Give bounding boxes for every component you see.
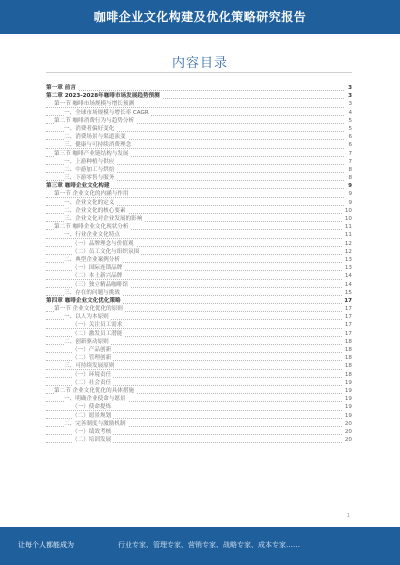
toc-entry[interactable] [46, 362, 352, 370]
toc-entry-page: 6 [348, 134, 352, 141]
toc-entry-page: 18 [344, 338, 352, 345]
toc-entry-title: 第三节 咖啡产业链结构与发展 [54, 150, 129, 157]
toc-entry[interactable] [46, 182, 352, 190]
toc-entry[interactable] [46, 313, 352, 321]
toc-entry-page: 9 [348, 191, 352, 198]
toc-heading-divider [46, 72, 352, 73]
toc-entry-title: 二、中游加工与烘焙 [64, 166, 115, 173]
toc-entry[interactable] [46, 281, 352, 289]
toc-entry-title: 第二节 企业文化优化的具体措施 [54, 387, 135, 394]
toc-entry-title: （二）管理创新 [72, 355, 112, 362]
toc-entry-page: 18 [344, 363, 352, 370]
toc-entry-page: 9 [348, 183, 352, 190]
toc-entry-title: （二）愿景规划 [72, 412, 112, 419]
toc-entry-title: （二）社会责任 [72, 379, 112, 386]
toc-entry[interactable] [46, 272, 352, 280]
toc-entry-title: 一、上游种植与供应 [64, 158, 115, 165]
toc-entry-title: 二、完善制度与激励机制 [64, 420, 126, 427]
toc-entry-page: 17 [344, 314, 352, 321]
toc-entry-page: 8 [348, 166, 352, 173]
toc-entry-page: 14 [344, 281, 352, 288]
toc-entry-title: 三、企业文化对企业发展的影响 [64, 216, 143, 222]
toc-entry-page: 17 [344, 297, 352, 304]
toc-entry-page: 15 [344, 289, 352, 296]
toc-entry[interactable] [46, 289, 352, 297]
toc-entry-title: （一）环境责任 [72, 371, 112, 378]
toc-entry-title: （一）关注员工需求 [72, 322, 123, 329]
toc-entry[interactable] [46, 305, 352, 313]
toc-entry-page: 18 [344, 355, 352, 362]
toc-entry[interactable] [46, 420, 352, 428]
toc-entry[interactable] [46, 321, 352, 329]
toc-entry-title: 第一节 咖啡市场规模与增长预测 [54, 101, 135, 108]
toc-entry-page: 5 [348, 117, 352, 124]
toc-entry-page: 3 [348, 85, 352, 91]
toc-entry-page: 12 [344, 240, 352, 247]
toc-entry-title: 一、全球市场规模与增长率 CAGR [64, 109, 149, 116]
toc-entry-title: 三、可持续发展原则 [64, 363, 115, 370]
page-number: 1 [346, 513, 350, 519]
toc-entry[interactable] [46, 174, 352, 182]
toc-entry-page: 3 [348, 93, 352, 100]
toc-entry[interactable] [46, 256, 352, 264]
toc-entry-page: 13 [344, 265, 352, 272]
toc-entry-title: 第二节 咖啡企业文化现状分析 [54, 224, 129, 231]
toc-entry-title: 三、存在的问题与挑战 [64, 289, 120, 296]
toc-entry-page: 9 [348, 199, 352, 206]
toc-entry-title: 第四章 咖啡企业文化优化策略 [46, 297, 121, 304]
toc-entry[interactable] [46, 412, 352, 420]
toc-entry-page: 18 [344, 371, 352, 378]
toc-entry[interactable] [46, 150, 352, 158]
toc-entry-title: （三）独立精品咖啡馆 [72, 281, 128, 288]
toc-entry[interactable] [46, 84, 352, 92]
toc-entry[interactable] [46, 428, 352, 436]
toc-entry[interactable] [46, 109, 352, 117]
toc-entry-title: 第一节 企业文化优化的原则 [54, 306, 123, 313]
toc-entry-title: 一、企业文化的定义 [64, 199, 115, 206]
toc-entry[interactable] [46, 338, 352, 346]
toc-entry[interactable] [46, 379, 352, 387]
table-of-contents [46, 84, 352, 444]
toc-entry-title: 二、创新驱动原则 [64, 338, 109, 345]
report-title: 咖啡企业文化构建及优化策略研究报告 [93, 10, 307, 24]
toc-entry-page: 20 [344, 437, 352, 444]
toc-entry-page: 4 [348, 109, 352, 116]
toc-entry[interactable] [46, 240, 352, 248]
toc-entry[interactable] [46, 133, 352, 141]
toc-entry[interactable] [46, 199, 352, 207]
toc-entry[interactable] [46, 346, 352, 354]
toc-entry[interactable] [46, 436, 352, 444]
toc-entry[interactable] [46, 248, 352, 256]
toc-entry-title: （二）本土新兴品牌 [72, 273, 123, 280]
toc-entry-page: 6 [348, 142, 352, 149]
toc-entry-page: 17 [344, 330, 352, 337]
toc-entry[interactable] [46, 371, 352, 379]
toc-entry[interactable] [46, 231, 352, 239]
toc-entry-title: （二）员工文化与组织氛围 [72, 248, 140, 255]
toc-entry[interactable] [46, 92, 352, 100]
toc-entry[interactable] [46, 395, 352, 403]
toc-entry-page: 19 [344, 412, 352, 419]
toc-entry-page: 12 [344, 248, 352, 255]
toc-entry-page: 13 [344, 256, 352, 263]
toc-entry-page: 10 [344, 207, 352, 214]
toc-entry[interactable] [46, 207, 352, 215]
toc-entry[interactable] [46, 158, 352, 166]
toc-entry-title: 第二节 咖啡消费行为与趋势分析 [54, 117, 135, 124]
toc-entry-title: 二、典型企业案例分析 [64, 256, 120, 263]
toc-entry-page: 11 [344, 232, 352, 239]
toc-entry[interactable] [46, 125, 352, 133]
toc-entry-page: 5 [348, 125, 352, 132]
toc-entry[interactable] [46, 387, 352, 395]
toc-entry-page: 19 [344, 404, 352, 411]
footer-slogan: 让每个人都能成为 [18, 541, 74, 549]
toc-entry-title: （一）品牌理念与价值观 [72, 240, 134, 247]
dot-leader [46, 90, 344, 91]
toc-entry-page: 20 [344, 420, 352, 427]
toc-entry[interactable] [46, 141, 352, 149]
toc-entry-page: 7 [348, 150, 352, 157]
toc-entry-title: 三、下游零售与服务 [64, 175, 115, 182]
toc-entry[interactable] [46, 403, 352, 411]
toc-entry-title: （一）使命提炼 [72, 404, 112, 411]
toc-entry-title: （一）国际连锁品牌 [72, 265, 123, 272]
toc-entry-title: 一、以人为本原则 [64, 314, 109, 321]
toc-entry[interactable] [46, 100, 352, 108]
toc-entry-page: 8 [348, 175, 352, 182]
toc-entry[interactable] [46, 354, 352, 362]
toc-entry-page: 19 [344, 387, 352, 394]
toc-entry-title: 一、明确企业使命与愿景 [64, 396, 126, 403]
footer-tags: 行业专家、管理专家、营销专家、战略专家、成本专家…… [118, 541, 300, 549]
toc-entry[interactable] [46, 215, 352, 223]
toc-entry-page: 17 [344, 322, 352, 329]
toc-entry-page: 10 [344, 216, 352, 222]
toc-entry-page: 11 [344, 224, 352, 231]
toc-entry[interactable] [46, 166, 352, 174]
toc-entry-title: 第一章 前言 [46, 85, 76, 91]
toc-entry-title: （二）培训发展 [72, 437, 112, 444]
toc-entry-title: 三、健康与可持续消费理念 [64, 142, 132, 149]
toc-entry[interactable] [46, 297, 352, 305]
toc-entry-page: 14 [344, 273, 352, 280]
toc-entry-title: 第三章 咖啡企业文化构建 [46, 183, 110, 190]
toc-entry[interactable] [46, 264, 352, 272]
toc-entry-title: 二、消费场景与渠道演变 [64, 134, 126, 141]
toc-entry-title: 一、行业企业文化特点 [64, 232, 120, 239]
toc-entry-title: 第一节 企业文化的内涵与作用 [54, 191, 129, 198]
toc-entry-title: （一）绩效考核 [72, 428, 112, 435]
toc-entry-title: 一、消费者偏好变化 [64, 125, 115, 132]
toc-entry[interactable] [46, 223, 352, 231]
toc-entry[interactable] [46, 330, 352, 338]
toc-entry-page: 3 [348, 101, 352, 108]
toc-entry[interactable] [46, 190, 352, 198]
toc-entry-title: （一）产品创新 [72, 347, 112, 353]
toc-heading: 内容目录 [171, 56, 228, 71]
toc-entry[interactable] [46, 117, 352, 125]
toc-entry-title: 第二章 2023-2028年咖啡市场发展趋势预测 [46, 93, 160, 100]
toc-entry-page: 19 [344, 396, 352, 403]
toc-entry-page: 19 [344, 379, 352, 386]
toc-entry-page: 7 [348, 158, 352, 165]
toc-entry-page: 17 [344, 306, 352, 313]
toc-entry-page: 18 [344, 347, 352, 353]
toc-entry-title: 二、企业文化的核心要素 [64, 207, 126, 214]
toc-entry-title: （二）激发员工潜能 [72, 330, 123, 337]
toc-entry-page: 20 [344, 428, 352, 435]
